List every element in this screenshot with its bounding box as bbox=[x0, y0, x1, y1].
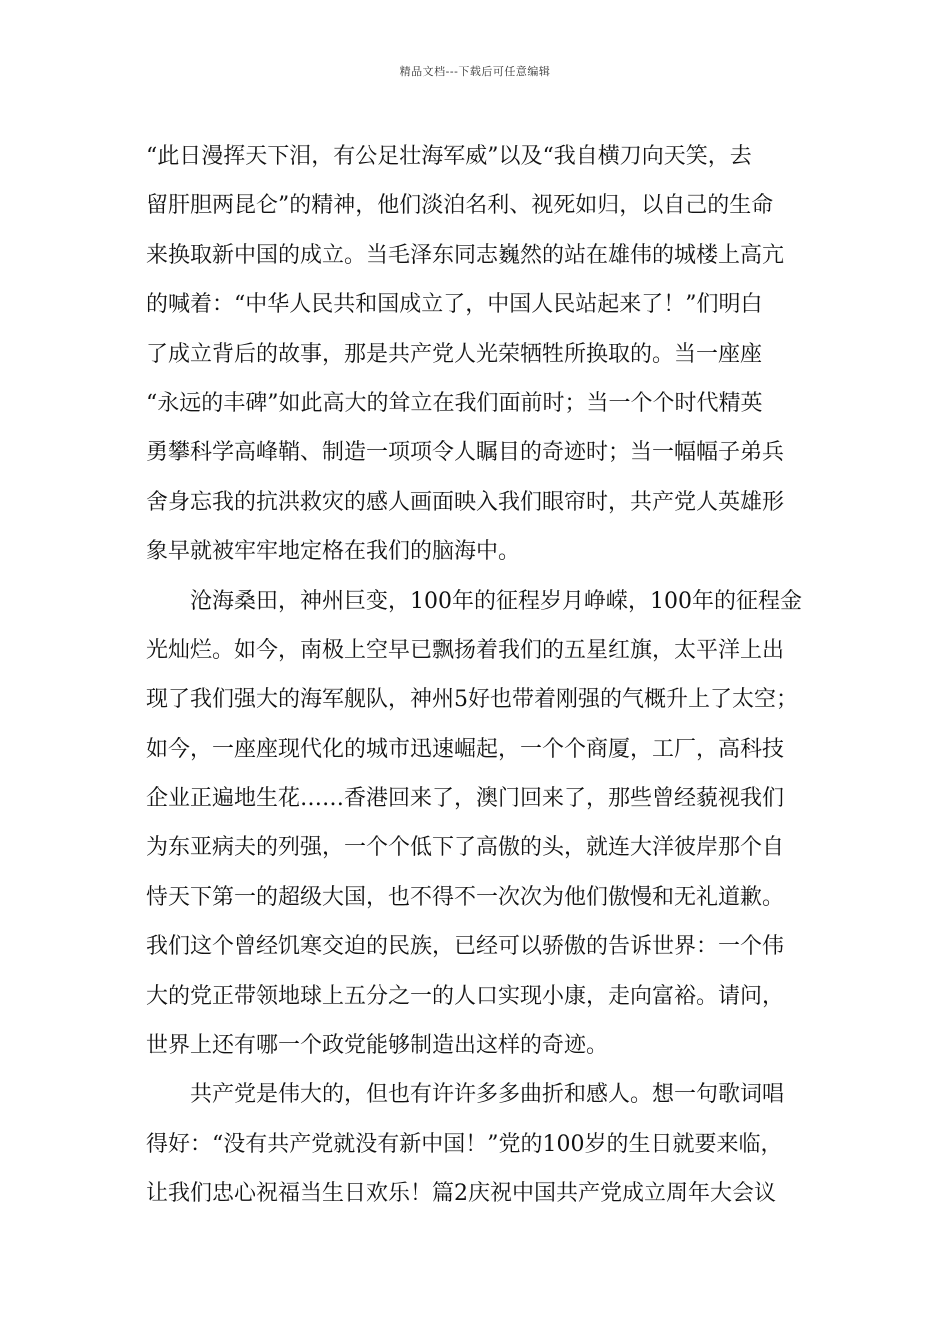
text-line: 共产党是伟大的，但也有许许多多曲折和感人。想一句歌词唱 bbox=[190, 1082, 785, 1108]
text-line: 留肝胆两昆仑”的精神，他们淡泊名利、视死如归，以自己的生命 bbox=[146, 193, 774, 219]
text-line: 世界上还有哪一个政党能够制造出这样的奇迹。 bbox=[146, 1033, 609, 1059]
text-line: 沧海桑田，神州巨变，100年的征程岁月峥嵘，100年的征程金 bbox=[190, 588, 802, 614]
text-line: 光灿烂。如今，南极上空早已飘扬着我们的五星红旗，太平洋上出 bbox=[146, 637, 785, 663]
text-line: 企业正遍地生花……香港回来了，澳门回来了，那些曾经藐视我们 bbox=[146, 786, 785, 812]
text-line: 勇攀科学高峰鞘、制造一项项令人瞩目的奇迹时；当一幅幅子弟兵 bbox=[146, 440, 785, 466]
text-line: 为东亚病夫的列强，一个个低下了高傲的头，就连大洋彼岸那个自 bbox=[146, 835, 785, 861]
text-line: 了成立背后的故事，那是共产党人光荣牺牲所换取的。当一座座 bbox=[146, 341, 763, 367]
text-line: 如今，一座座现代化的城市迅速崛起，一个个商厦，工厂，高科技 bbox=[146, 736, 785, 762]
text-line: “此日漫挥天下泪，有公足壮海军威”以及“我自横刀向天笑，去 bbox=[146, 144, 752, 169]
text-line: “永远的丰碑”如此高大的耸立在我们面前时；当一个个时代精英 bbox=[146, 390, 763, 416]
document-body bbox=[146, 132, 826, 1219]
text-line: 象早就被牢牢地定格在我们的脑海中。 bbox=[146, 539, 521, 565]
text-line: 舍身忘我的抗洪救灾的感人画面映入我们眼帘时，共产党人英雄形 bbox=[146, 489, 785, 515]
text-line: 大的党正带领地球上五分之一的人口实现小康，走向富裕。请问， bbox=[146, 983, 785, 1009]
text-line: 让我们忠心祝福当生日欢乐！篇2庆祝中国共产党成立周年大会议 bbox=[146, 1181, 776, 1207]
text-line: 恃天下第一的超级大国，也不得不一次次为他们傲慢和无礼道歉。 bbox=[146, 884, 785, 910]
text-line: 得好：“没有共产党就没有新中国！”党的100岁的生日就要来临， bbox=[146, 1131, 783, 1157]
page-header: 精品文档---下载后可任意编辑 bbox=[399, 65, 551, 78]
text-line: 的喊着：“中华人民共和国成立了，中国人民站起来了！”们明白 bbox=[146, 292, 763, 318]
text-line: 现了我们强大的海军舰队，神州5好也带着刚强的气概升上了太空； bbox=[146, 687, 798, 713]
text-line: 我们这个曾经饥寒交迫的民族，已经可以骄傲的告诉世界：一个伟 bbox=[146, 934, 785, 960]
text-line: 来换取新中国的成立。当毛泽东同志巍然的站在雄伟的城楼上高亢 bbox=[146, 242, 785, 268]
